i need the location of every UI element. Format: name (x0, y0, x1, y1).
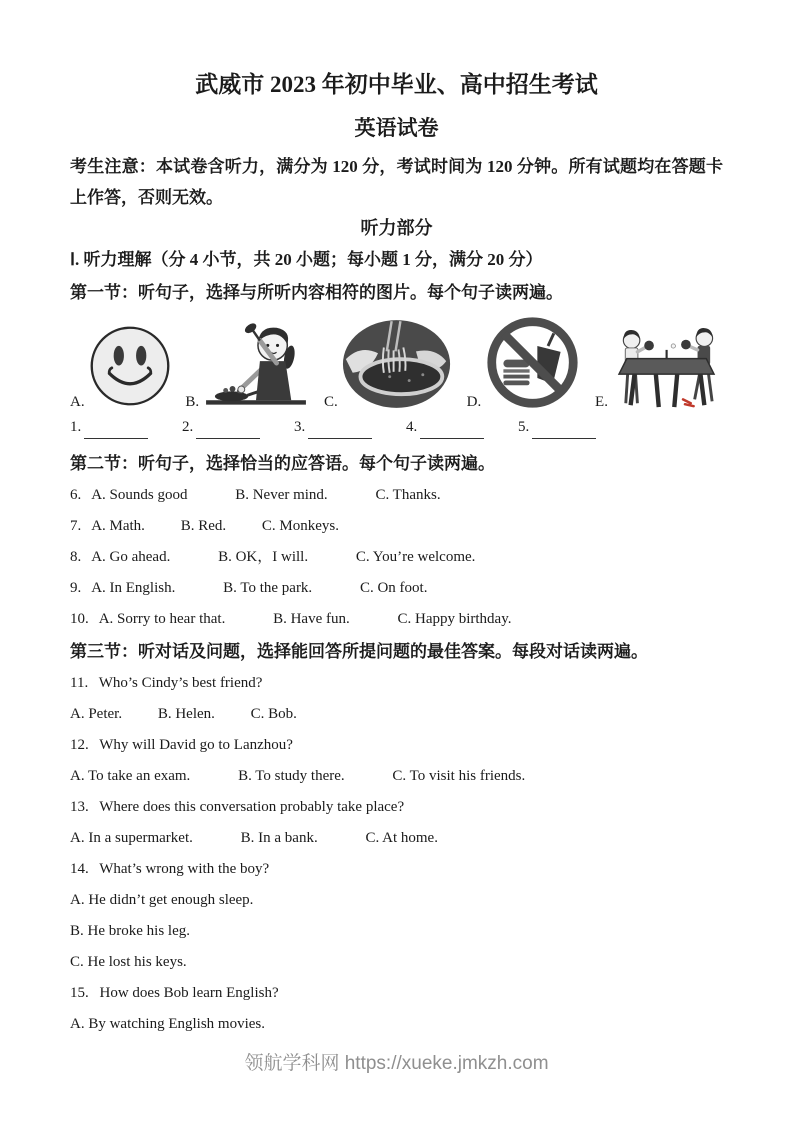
exam-notice: 考生注意：本试卷含听力，满分为 120 分，考试时间为 120 分钟。所有试题均在答题卡上作答，否则无效。 (70, 157, 723, 207)
blank-underline (196, 423, 260, 439)
question-text: Why will David go to Lanzhou? (99, 737, 293, 753)
question-number: 15. (70, 985, 89, 1001)
question-12 (70, 730, 723, 761)
noodle-bowl-icon (341, 318, 453, 411)
question-number: 6. (70, 487, 82, 503)
section3-instruction: 第三节：听对话及问题，选择能回答所提问题的最佳答案。每段对话读两遍。 (70, 642, 648, 661)
picture-option-b (185, 318, 310, 411)
question-10 (70, 604, 723, 635)
question-14-option-a (70, 885, 723, 916)
blank-underline (420, 423, 484, 439)
option-b: B. Have fun. (273, 611, 350, 627)
blank-number: 4. (406, 419, 418, 435)
question-number: 7. (70, 518, 82, 534)
option-a: A. He didn’t get enough sleep. (70, 892, 254, 908)
watermark-site-text: 领航学科网 https://xueke.jmkzh.com (244, 1053, 549, 1074)
question-text: Who’s Cindy’s best friend? (98, 675, 263, 691)
listening-part-title: 听力部分 (360, 218, 433, 238)
question-number: 9. (70, 580, 82, 596)
question-14 (70, 854, 723, 885)
answer-blank-4 (406, 415, 518, 439)
section1-instruction: 第一节：听句子，选择与所听内容相符的图片。每个句子读两遍。 (70, 283, 563, 302)
question-14-option-b (70, 916, 723, 947)
picture-option-e (595, 314, 723, 411)
option-b: B. Never mind. (235, 487, 328, 503)
option-a: A. Math. (91, 518, 145, 534)
question-13-options (70, 823, 723, 854)
question-13 (70, 792, 723, 823)
option-b: B. OK，I will. (218, 549, 309, 565)
blank-number: 1. (70, 419, 82, 435)
option-b: B. To study there. (238, 768, 345, 784)
question-number: 8. (70, 549, 82, 565)
answer-blank-5 (518, 415, 596, 439)
part1-heading: Ⅰ. 听力理解（分 4 小节，共 20 小题；每小题 1 分，满分 20 分） (70, 250, 543, 269)
answer-blanks-row (70, 415, 723, 439)
picture-option-d (467, 314, 582, 411)
option-b: B. To the park. (223, 580, 313, 596)
option-c: C. Happy birthday. (397, 611, 512, 627)
option-c: C. Monkeys. (261, 518, 339, 534)
question-text: How does Bob learn English? (99, 985, 279, 1001)
question-12-options (70, 761, 723, 792)
question-11 (70, 668, 723, 699)
option-c: C. You’re welcome. (355, 549, 476, 565)
girl-cooking-icon (202, 318, 310, 411)
option-c: C. At home. (365, 830, 438, 846)
picture-options-row (70, 314, 723, 411)
option-a: A. In English. (91, 580, 176, 596)
blank-number: 5. (518, 419, 530, 435)
blank-underline (532, 423, 596, 439)
question-6 (70, 480, 723, 511)
option-c: C. To visit his friends. (392, 768, 526, 784)
answer-blank-2 (182, 415, 294, 439)
blank-underline (84, 423, 148, 439)
question-number: 10. (70, 611, 89, 627)
picture-label-e: E. (595, 394, 608, 410)
question-number: 14. (70, 861, 89, 877)
option-c: C. Thanks. (375, 487, 441, 503)
question-number: 12. (70, 737, 89, 753)
picture-label-c: C. (324, 394, 338, 410)
question-14-option-c (70, 947, 723, 978)
question-11-options (70, 699, 723, 730)
picture-label-b: B. (185, 394, 200, 410)
page-subtitle: 英语试卷 (354, 116, 439, 140)
page-title: 武威市 2023 年初中毕业、高中招生考试 (195, 72, 598, 97)
picture-option-c (324, 318, 453, 411)
question-text: Where does this conversation probably take place? (99, 799, 405, 815)
option-a: A. Sorry to hear that. (98, 611, 226, 627)
option-a: A. In a supermarket. (70, 830, 193, 846)
blank-number: 3. (294, 419, 306, 435)
blank-number: 2. (182, 419, 194, 435)
question-text: What’s wrong with the boy? (99, 861, 270, 877)
option-c: C. Bob. (250, 706, 297, 722)
option-a: A. Go ahead. (91, 549, 171, 565)
table-tennis-icon (611, 314, 723, 411)
picture-option-a (70, 321, 172, 411)
question-15-option-a (70, 1009, 723, 1040)
question-7 (70, 511, 723, 542)
option-b: B. Helen. (157, 706, 215, 722)
option-a: A. Peter. (70, 706, 123, 722)
blank-underline (308, 423, 372, 439)
picture-label-a: A. (70, 394, 85, 410)
option-a: A. Sounds good (91, 487, 188, 503)
question-8 (70, 542, 723, 573)
section2-instruction: 第二节：听句子，选择恰当的应答语。每个句子读两遍。 (70, 454, 495, 473)
option-c: C. On foot. (359, 580, 428, 596)
question-number: 13. (70, 799, 89, 815)
option-a: A. By watching English movies. (70, 1016, 265, 1032)
picture-label-d: D. (466, 394, 482, 410)
option-b: B. Red. (180, 518, 227, 534)
smiley-face-icon (88, 321, 172, 411)
answer-blank-1 (70, 415, 182, 439)
question-number: 11. (70, 675, 89, 691)
option-a: A. To take an exam. (70, 768, 191, 784)
answer-blank-3 (294, 415, 406, 439)
option-c: C. He lost his keys. (70, 954, 187, 970)
no-food-drink-sign-icon (484, 314, 581, 411)
option-b: B. In a bank. (240, 830, 318, 846)
option-b: B. He broke his leg. (70, 923, 190, 939)
question-9 (70, 573, 723, 604)
question-15 (70, 978, 723, 1009)
